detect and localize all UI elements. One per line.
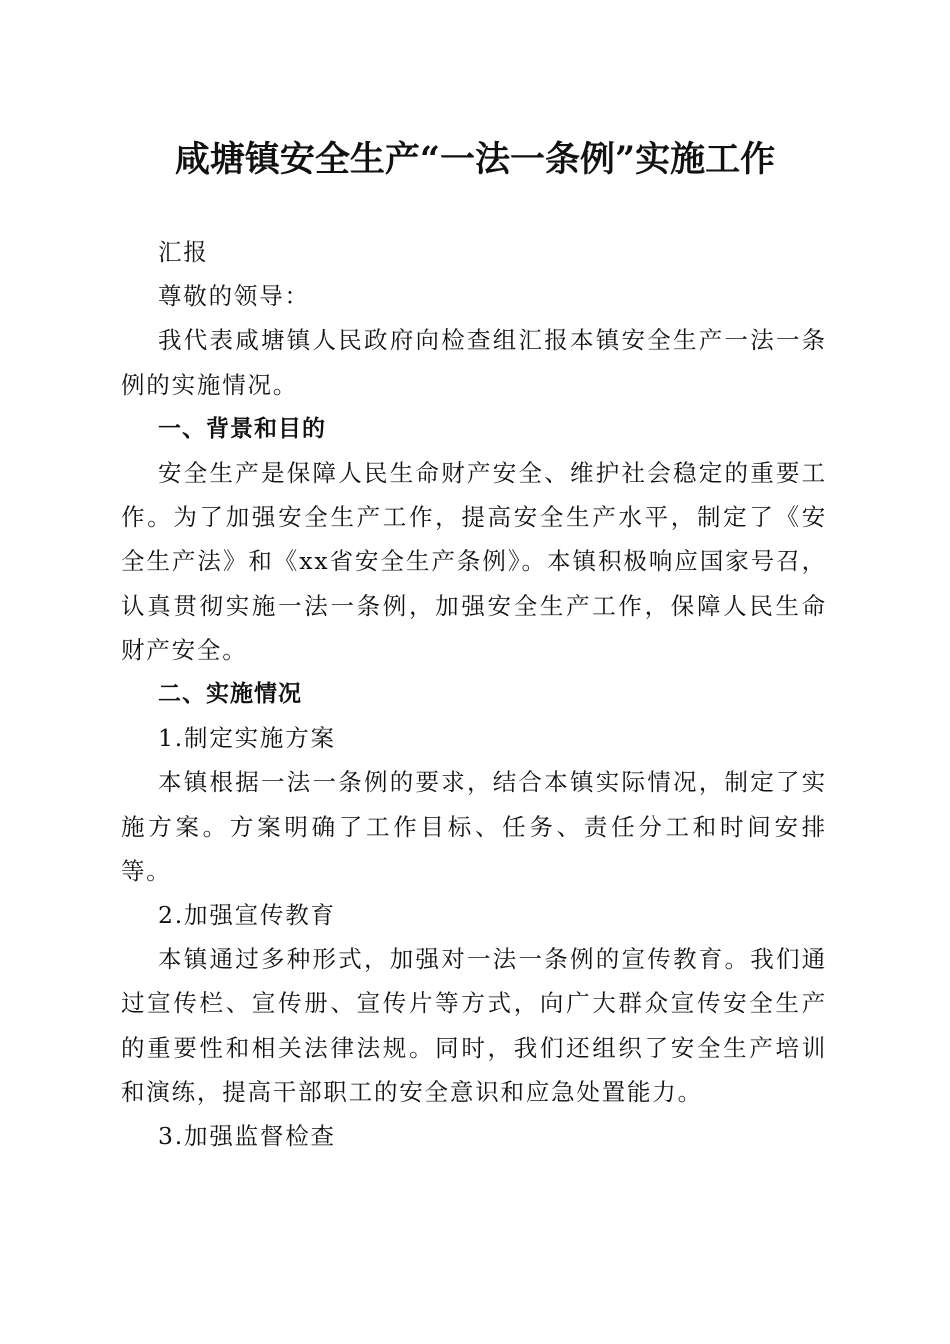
document-body — [121, 230, 827, 1158]
subheading-publicity: 2.加强宣传教育 — [158, 901, 336, 930]
paragraph-report-label: 汇报 — [158, 238, 209, 266]
subheading-supervision: 3.加强监督检查 — [158, 1122, 336, 1151]
paragraph-plan: 本镇根据一法一条例的要求，结合本镇实际情况，制定了实施方案。方案明确了工作目标、任务、责任分工和时间安排等。 — [121, 768, 827, 885]
paragraph-salutation: 尊敬的领导： — [158, 282, 310, 311]
subheading-plan: 1.制定实施方案 — [158, 724, 336, 753]
document-title: 咸塘镇安全生产“一法一条例”实施工作 — [174, 139, 776, 180]
paragraph-background: 安全生产是保障人民生命财产安全、维护社会稳定的重要工作。为了加强安全生产工作，提高安全生产水平，制定了《安全生产法》和《xx省安全生产条例》。本镇积极响应国家号召，认真贯彻实施一法一条例，加强安全生产工作，保障人民生命财产安全。 — [121, 459, 827, 664]
section-heading-background: 一、背景和目的 — [158, 415, 326, 442]
paragraph-publicity: 本镇通过多种形式，加强对一法一条例的宣传教育。我们通过宣传栏、宣传册、宣传片等方式，向广大群众宣传安全生产的重要性和相关法律法规。同时，我们还组织了安全生产培训和演练，提高干部职工的安全意识和应急处置能力。 — [121, 945, 827, 1106]
paragraph-intro: 我代表咸塘镇人民政府向检查组汇报本镇安全生产一法一条例的实施情况。 — [121, 326, 827, 399]
section-heading-implementation: 二、实施情况 — [158, 681, 302, 708]
